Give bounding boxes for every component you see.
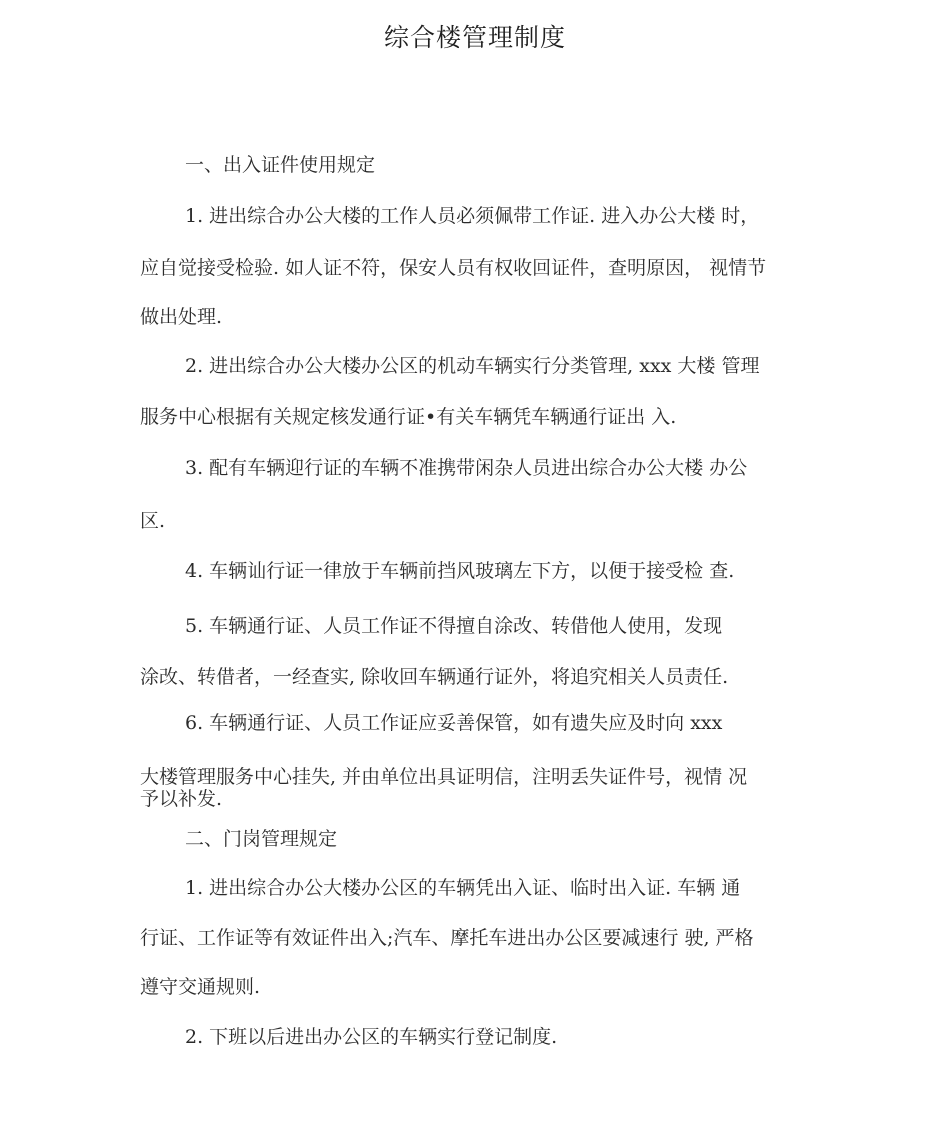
section-heading-1: 一、出入证件使用规定 xyxy=(185,154,376,176)
paragraph-line: 5. 车辆通行证、人员工作证不得擅自涂改、转借他人使用，发现 xyxy=(185,615,723,637)
document-title: 综合楼管理制度 xyxy=(383,23,566,52)
paragraph-line: 6. 车辆通行证、人员工作证应妥善保管，如有遗失应及时向 xxx xyxy=(185,712,723,734)
paragraph-line: 应自觉接受检验. 如人证不符，保安人员有权收回证件，查明原因， 视情节 xyxy=(140,257,767,279)
paragraph-line: 做出处理. xyxy=(140,306,223,328)
paragraph-line: 涂改、转借者，一经查实, 除收回车辆通行证外，将追究相关人员责任. xyxy=(140,666,729,688)
section-heading-2: 二、门岗管理规定 xyxy=(185,828,338,850)
paragraph-line: 1. 进出综合办公大楼的工作人员必须佩带工作证. 进入办公大楼 时， xyxy=(185,205,760,227)
paragraph-line: 大楼管理服务中心挂失, 并由单位出具证明信，注明丢失证件号，视情 况 xyxy=(140,766,748,788)
paragraph-line: 行证、工作证等有效证件出入;汽车、摩托车进出办公区要减速行 驶, 严格 xyxy=(140,927,754,949)
paragraph-line: 2. 下班以后进出办公区的车辆实行登记制度. xyxy=(185,1026,558,1048)
paragraph-line: 予以补发. xyxy=(140,788,223,810)
paragraph-line: 4. 车辆讪行证一律放于车辆前挡风玻璃左下方，以便于接受检 查. xyxy=(185,560,735,582)
paragraph-line: 1. 进出综合办公大楼办公区的车辆凭出入证、临时出入证. 车辆 通 xyxy=(185,877,741,899)
paragraph-line: 3. 配有车辆迎行证的车辆不准携带闲杂人员进出综合办公大楼 办公 xyxy=(185,457,748,479)
paragraph-line: 2. 进出综合办公大楼办公区的机动车辆实行分类管理, xxx 大楼 管理 xyxy=(185,355,760,377)
paragraph-line: 服务中心根据有关规定核发通行证•有关车辆凭车辆通行证出 入. xyxy=(140,406,677,428)
paragraph-line: 区. xyxy=(140,510,166,532)
paragraph-line: 遵守交通规则. xyxy=(140,976,261,998)
